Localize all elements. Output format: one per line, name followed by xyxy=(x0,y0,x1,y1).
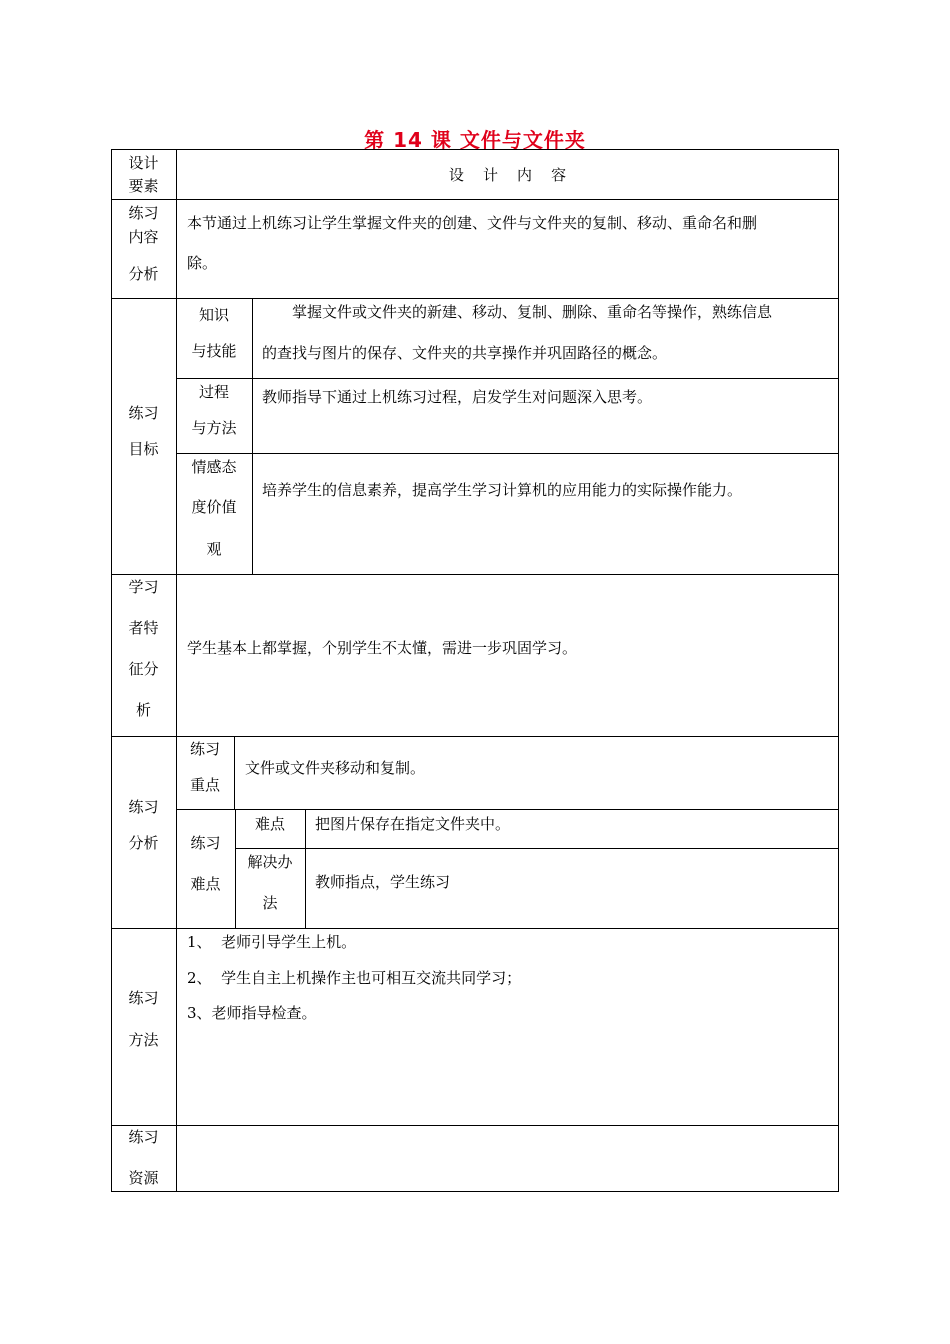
difficulty-text: 把图片保存在指定文件夹中。 xyxy=(315,815,511,833)
knowledge-label-line2: 与技能 xyxy=(191,342,237,360)
learners-label-line3: 征分 xyxy=(128,660,159,678)
analysis-text-line1: 本节通过上机练习让学生掌握文件夹的创建、文件与文件夹的复制、移动、重命名和删 xyxy=(187,214,758,232)
row-divider xyxy=(111,1125,839,1126)
emotion-text: 培养学生的信息素养，提高学生学习计算机的应用能力的实际操作能力。 xyxy=(262,481,743,499)
row-divider xyxy=(111,574,839,575)
resources-label-line1: 练习 xyxy=(128,1128,159,1146)
learners-label-line4: 析 xyxy=(135,701,151,719)
goals-label-line1: 练习 xyxy=(128,404,159,422)
analysis-label-line1: 练习 xyxy=(128,204,159,222)
method-item-3: 3、老师指导检查。 xyxy=(187,1004,317,1022)
difficulty-label-line2: 难点 xyxy=(190,875,221,893)
learners-label-line2: 者特 xyxy=(128,619,159,637)
knowledge-label-line1: 知识 xyxy=(198,306,229,324)
process-label-line2: 与方法 xyxy=(191,419,237,437)
process-label-line1: 过程 xyxy=(198,383,229,401)
header-label-line1: 设计 xyxy=(128,154,159,172)
content-header: 设 计 内 容 xyxy=(448,166,567,184)
analysis-subrow-divider xyxy=(176,809,839,810)
method-item-2: 2、 学生自主上机操作主也可相互交流共同学习； xyxy=(187,969,522,987)
emotion-label-line1: 情感态 xyxy=(191,458,237,476)
header-label-line2: 要素 xyxy=(128,177,159,195)
knowledge-text-line1: 掌握文件或文件夹的新建、移动、复制、删除、重命名等操作，熟练信息 xyxy=(292,303,773,321)
key-label-line1: 练习 xyxy=(189,740,220,758)
practice-analysis-label-line1: 练习 xyxy=(128,798,159,816)
key-text: 文件或文件夹移动和复制。 xyxy=(245,759,426,777)
page-title: 第 14 课 文件与文件夹 xyxy=(364,128,586,152)
solution-label-line1: 解决办 xyxy=(247,853,293,871)
difficulty-sublabel-divider xyxy=(305,809,306,928)
methods-label-line1: 练习 xyxy=(128,989,159,1007)
row-divider xyxy=(111,199,839,200)
analysis-label-line3: 分析 xyxy=(128,265,159,283)
emotion-label-line3: 观 xyxy=(206,540,222,558)
solution-text: 教师指点，学生练习 xyxy=(315,873,451,891)
goals-subrow-divider xyxy=(176,453,839,454)
solution-label-line2: 法 xyxy=(262,894,278,912)
analysis-text-line2: 除。 xyxy=(187,254,218,272)
methods-label-line2: 方法 xyxy=(128,1031,159,1049)
difficulty-sublabel: 难点 xyxy=(254,815,285,833)
knowledge-text-line2: 的查找与图片的保存、文件夹的共享操作并巩固路径的概念。 xyxy=(262,344,668,362)
resources-label-line2: 资源 xyxy=(128,1169,159,1187)
process-text: 教师指导下通过上机练习过程，启发学生对问题深入思考。 xyxy=(262,388,653,406)
analysis-label-line2: 内容 xyxy=(128,228,159,246)
goals-label-line2: 目标 xyxy=(128,440,159,458)
learners-text: 学生基本上都掌握，个别学生不太懂，需进一步巩固学习。 xyxy=(187,639,578,657)
key-label-line2: 重点 xyxy=(189,776,220,794)
goals-subrow-divider xyxy=(176,378,839,379)
goals-sublabel-divider xyxy=(252,298,253,574)
key-label-divider xyxy=(234,736,235,809)
practice-analysis-label-line2: 分析 xyxy=(128,834,159,852)
method-item-1: 1、 老师引导学生上机。 xyxy=(187,933,357,951)
difficulty-subrow-divider xyxy=(235,848,839,849)
row-divider xyxy=(111,298,839,299)
emotion-label-line2: 度价值 xyxy=(191,498,237,516)
learners-label-line1: 学习 xyxy=(128,578,159,596)
difficulty-label-line1: 练习 xyxy=(190,834,221,852)
row-divider xyxy=(111,928,839,929)
row-divider xyxy=(111,736,839,737)
